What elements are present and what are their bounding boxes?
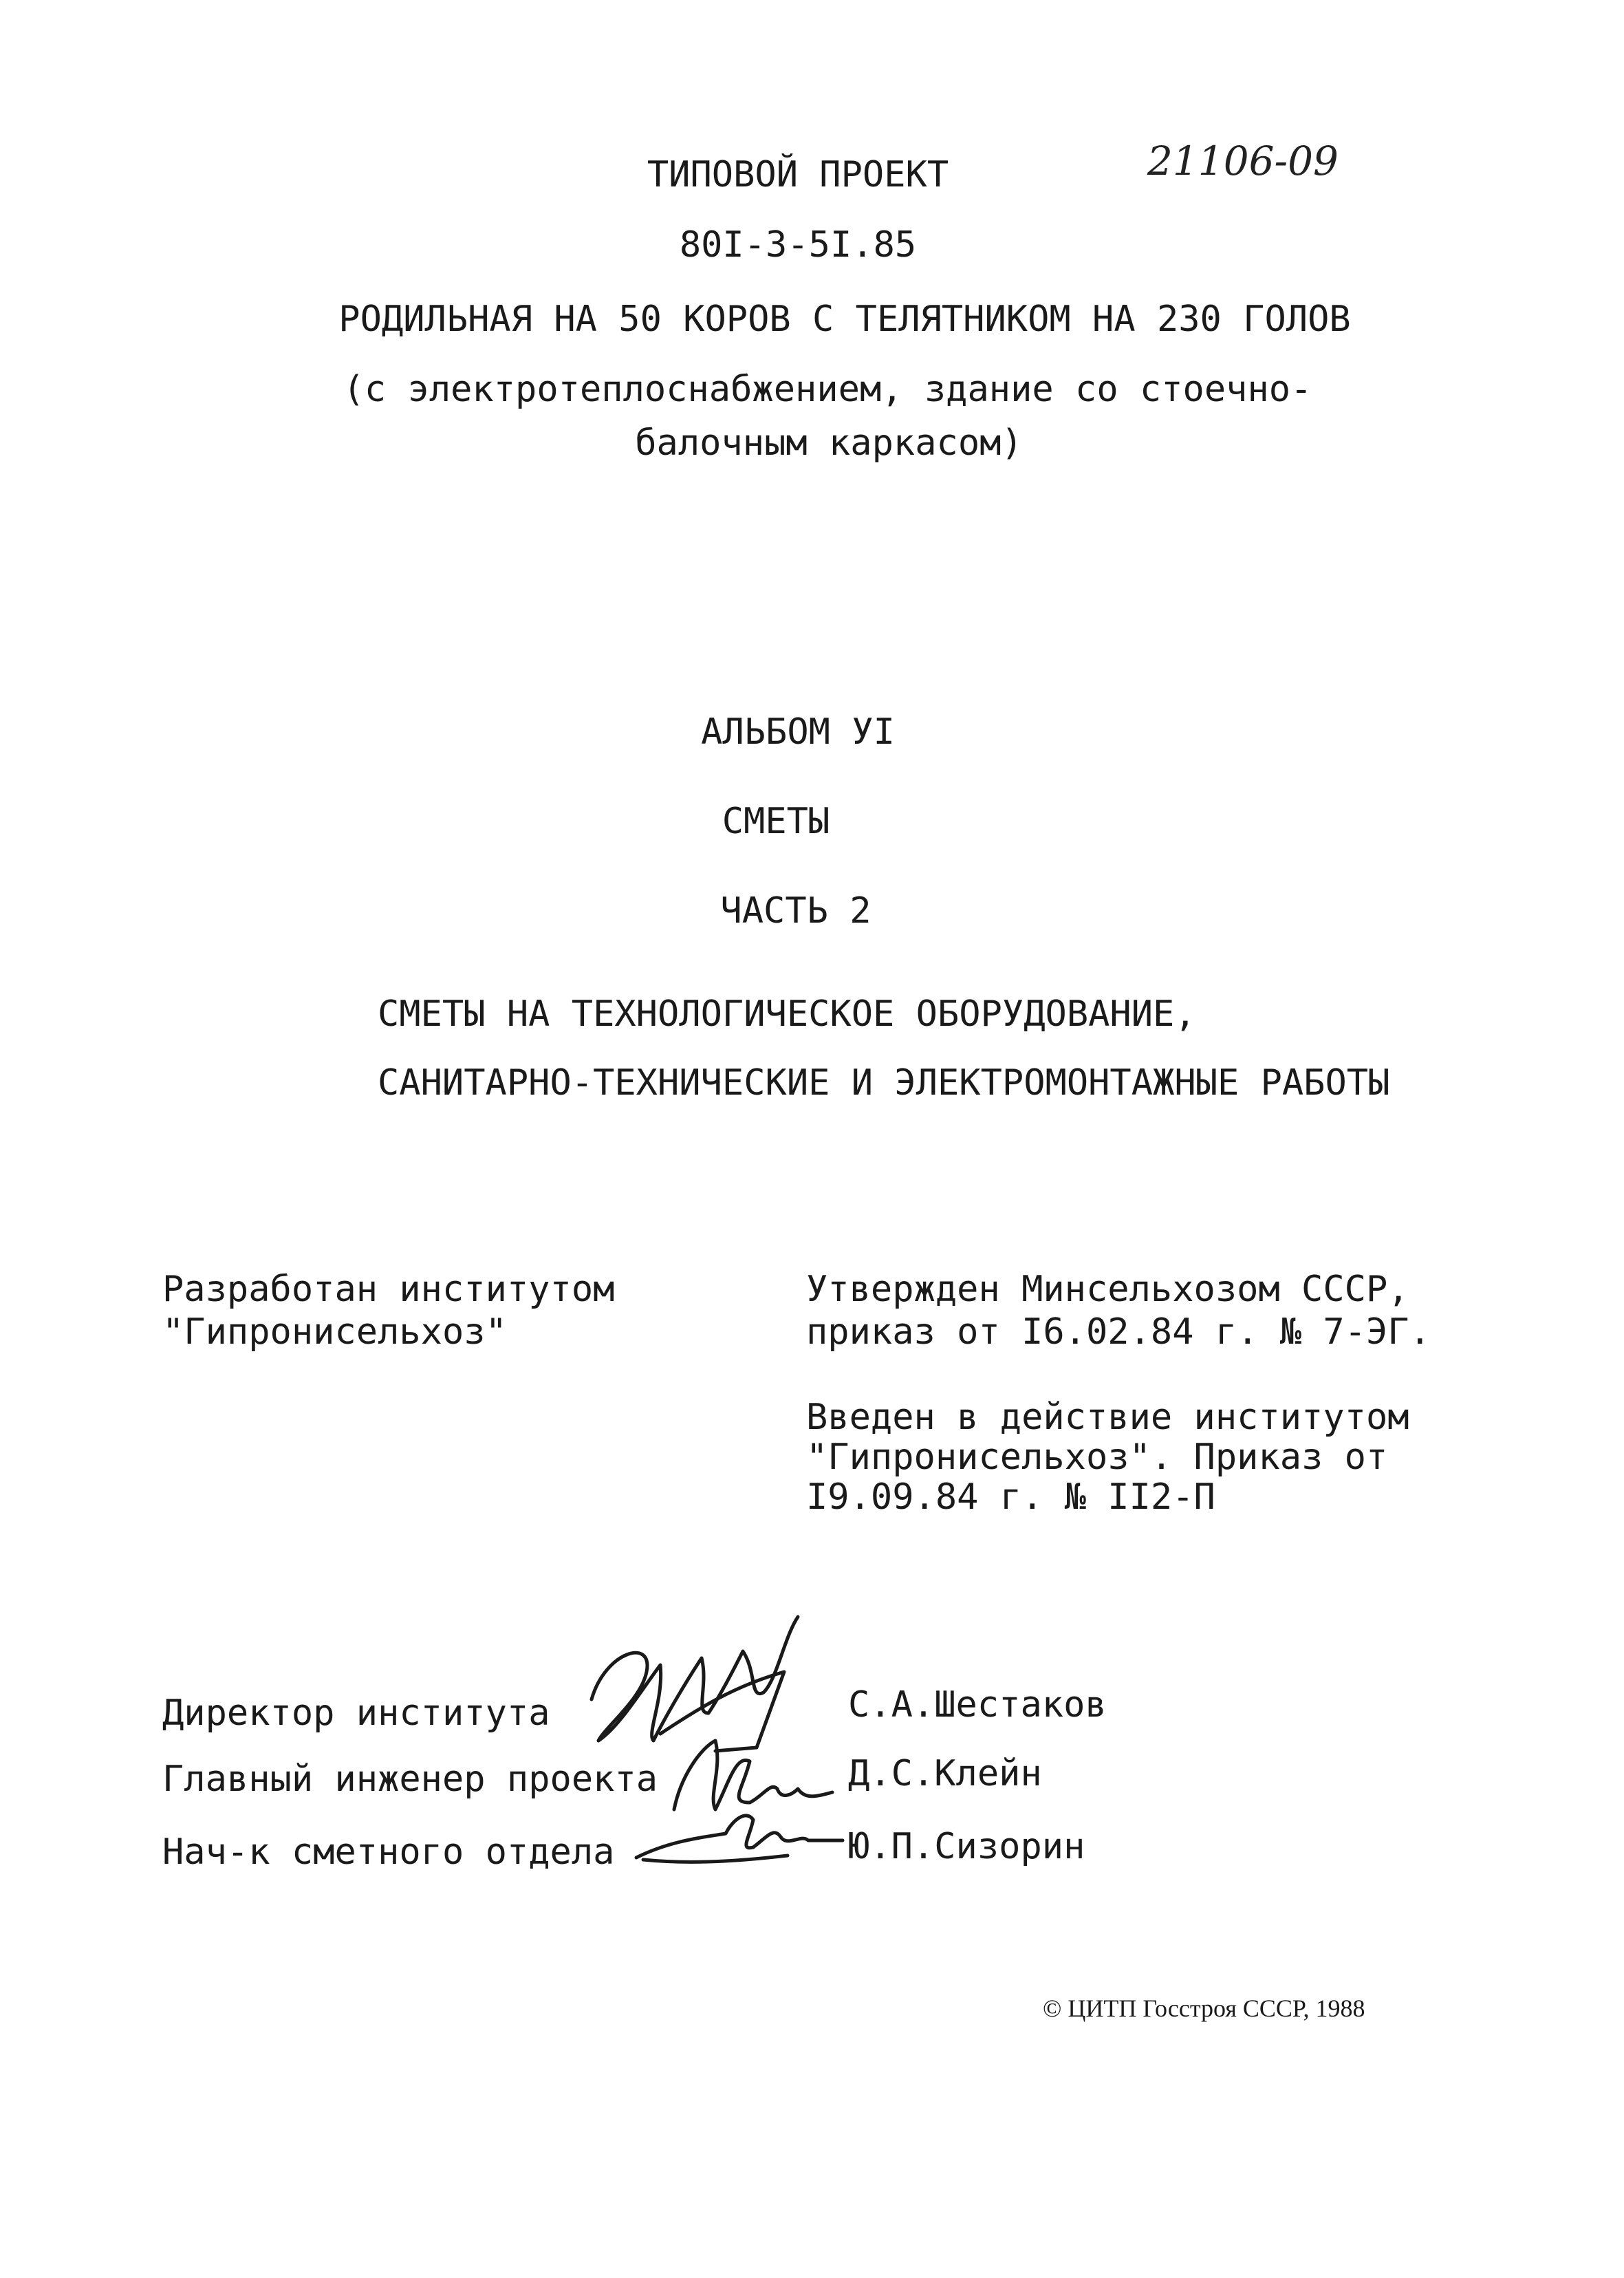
subtitle-line1: СМЕТЫ НА ТЕХНОЛОГИЧЕСКОЕ ОБОРУДОВАНИЕ,	[378, 993, 1196, 1035]
enacted-line1: Введен в действие институтом	[806, 1397, 1409, 1438]
copyright-footer: © ЦИТП Госстроя СССР, 1988	[1043, 1995, 1365, 2022]
handwritten-number: 21106-09	[1147, 138, 1339, 184]
signature-name-estimates-head: Ю.П.Сизорин	[848, 1826, 1085, 1867]
signature-name-chief-engineer: Д.С.Клейн	[848, 1753, 1042, 1794]
approved-line1: Утвержден Минсельхозом СССР,	[806, 1269, 1409, 1310]
enacted-line2: "Гипронисельхоз". Приказ от	[806, 1437, 1388, 1478]
approved-line2: приказ от I6.02.84 г. № 7-ЭГ.	[806, 1311, 1431, 1353]
project-code: 80I-3-5I.85	[679, 224, 917, 266]
developed-line2: "Гипронисельхоз"	[162, 1311, 507, 1353]
doc-type-heading: ТИПОВОЙ ПРОЕКТ	[647, 154, 949, 195]
album-label: АЛЬБОМ УI	[701, 711, 895, 753]
project-title-line1: РОДИЛЬНАЯ НА 50 КОРОВ С ТЕЛЯТНИКОМ НА 230 ГОЛОВ	[338, 299, 1351, 340]
developed-line1: Разработан институтом	[162, 1269, 615, 1310]
project-title-line2: (с электротеплоснабжением, здание со стоечно-	[343, 369, 1312, 410]
signature-role-chief-engineer: Главный инженер проекта	[162, 1759, 658, 1800]
signature-role-estimates-head: Нач-к сметного отдела	[162, 1831, 615, 1873]
project-title-line3: балочным каркасом)	[635, 422, 1023, 464]
part-label: ЧАСТЬ 2	[720, 890, 871, 932]
signature-mark-estimates-head	[629, 1799, 849, 1875]
enacted-line3: I9.09.84 г. № II2-П	[806, 1476, 1215, 1518]
subtitle-line2: САНИТАРНО-ТЕХНИЧЕСКИЕ И ЭЛЕКТРОМОНТАЖНЫЕ РАБОТЫ	[378, 1062, 1390, 1104]
section-label: СМЕТЫ	[722, 801, 830, 842]
signature-role-director: Директор института	[162, 1693, 550, 1734]
signature-name-director: С.А.Шестаков	[848, 1684, 1107, 1726]
